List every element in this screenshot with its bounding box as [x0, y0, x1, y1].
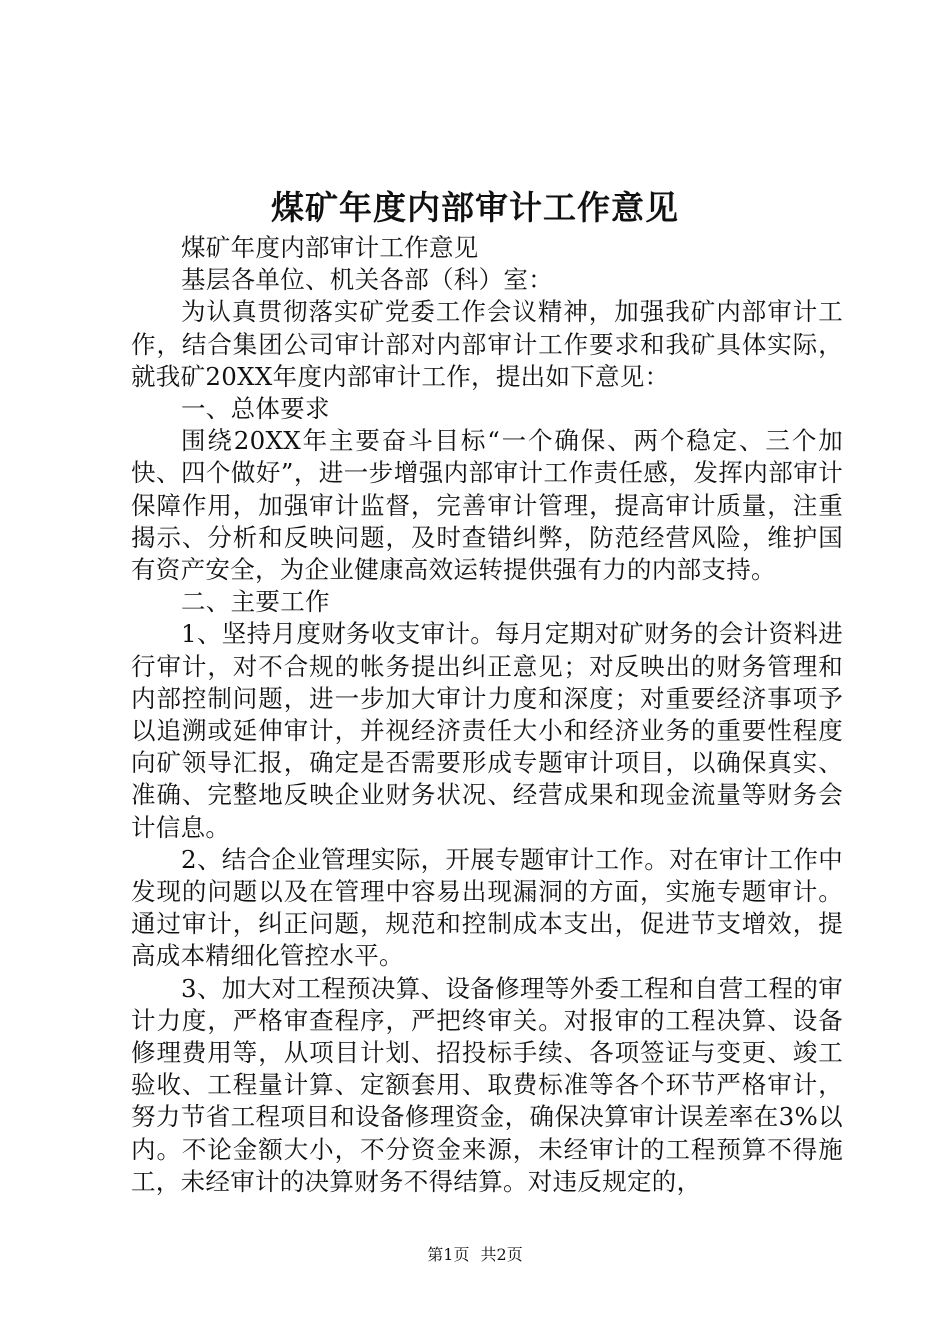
page-number: 第1页: [427, 1245, 470, 1264]
section-heading-2: 二、主要工作: [181, 587, 330, 617]
section-heading-1: 一、总体要求: [181, 394, 330, 424]
page-footer: [0, 1244, 950, 1266]
document-body: [131, 232, 843, 1198]
document-title: 煤矿年度内部审计工作意见: [271, 188, 679, 227]
page-total: 共2页: [480, 1245, 523, 1264]
paragraph-addressee: 基层各单位、机关各部（科）室：: [181, 265, 553, 295]
paragraph-item-2: 2、结合企业管理实际，开展专题审计工作。对在审计工作中发现的问题以及在管理中容易出现漏洞的方面，实施专题审计。通过审计，纠正问题，规范和控制成本支出，促进节支增效，提高成本精细化管控水平。: [131, 844, 843, 971]
paragraph-item-3: 3、加大对工程预决算、设备修理等外委工程和自营工程的审计力度，严格审查程序，严把终审关。对报审的工程决算、设备修理费用等，从项目计划、招投标手续、各项签证与变更、竣工验收、工程量计算、定额套用、取费标准等各个环节严格审计，努力节省工程项目和设备修理资金，确保决算审计误差率在3%以内。不论金额大小，不分资金来源，未经审计的工程预算不得施工，未经审计的决算财务不得结算。对违反规定的，: [131, 973, 843, 1196]
paragraph-item-1: 1、坚持月度财务收支审计。每月定期对矿财务的会计资料进行审计，对不合规的帐务提出纠正意见；对反映出的财务管理和内部控制问题，进一步加大审计力度和深度；对重要经济事项予以追溯或延伸审计，并视经济责任大小和经济业务的重要性程度向矿领导汇报，确定是否需要形成专题审计项目，以确保真实、准确、完整地反映企业财务状况、经营成果和现金流量等财务会计信息。: [131, 619, 843, 842]
paragraph-general-requirements: 围绕20XX年主要奋斗目标“一个确保、两个稳定、三个加快、四个做好”，进一步增强内部审计工作责任感，发挥内部审计保障作用，加强审计监督，完善审计管理，提高审计质量，注重揭示、分析和反映问题，及时查错纠弊，防范经营风险，维护国有资产安全，为企业健康高效运转提供强有力的内部支持。: [131, 426, 843, 585]
paragraph-subtitle: 煤矿年度内部审计工作意见: [181, 233, 479, 262]
paragraph-intro: 为认真贯彻落实矿党委工作会议精神，加强我矿内部审计工作，结合集团公司审计部对内部审计工作要求和我矿具体实际，就我矿20XX年度内部审计工作，提出如下意见：: [131, 297, 843, 391]
